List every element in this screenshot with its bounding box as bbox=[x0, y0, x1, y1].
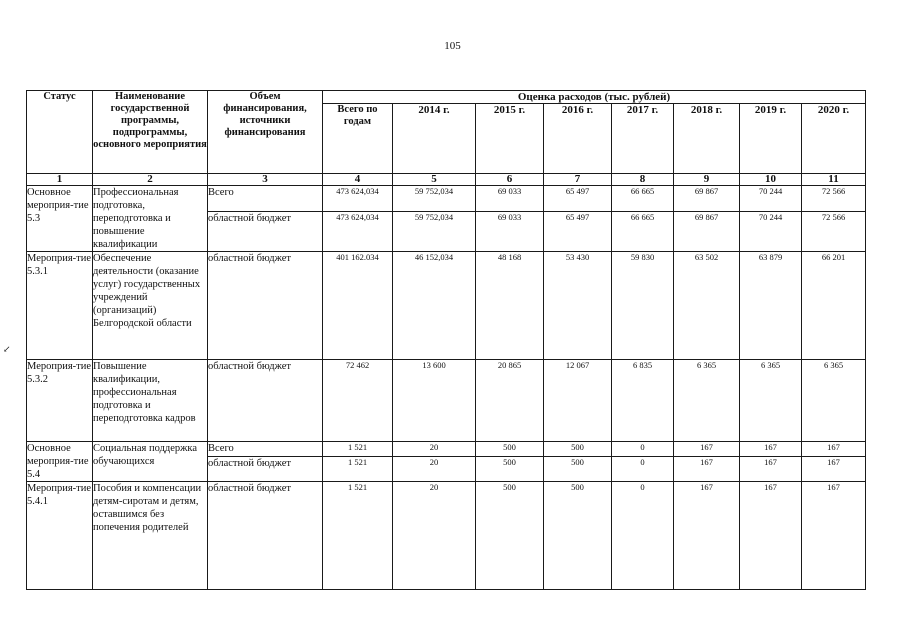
value-cell: 65 497 bbox=[544, 212, 612, 252]
value-cell: 473 624,034 bbox=[323, 212, 393, 252]
value-cell: 401 162.034 bbox=[323, 252, 393, 360]
value-cell: 1 521 bbox=[323, 482, 393, 590]
value-cell: 167 bbox=[674, 456, 740, 481]
column-number: 5 bbox=[393, 174, 476, 186]
value-cell: 63 879 bbox=[740, 252, 802, 360]
header-name: Наименование государственной программы, подпрограммы, основного мероприятия bbox=[93, 91, 208, 174]
value-cell: 167 bbox=[674, 442, 740, 457]
header-year-2015: 2015 г. bbox=[476, 104, 544, 174]
column-number: 2 bbox=[93, 174, 208, 186]
value-cell: 72 462 bbox=[323, 360, 393, 442]
value-cell: 167 bbox=[740, 482, 802, 590]
status-cell: Мероприя-тие 5.4.1 bbox=[27, 482, 93, 590]
column-number: 11 bbox=[802, 174, 866, 186]
status-cell: Основное мероприя-тие 5.3 bbox=[27, 186, 93, 252]
value-cell: 69 867 bbox=[674, 212, 740, 252]
value-cell: 72 566 bbox=[802, 212, 866, 252]
status-cell: Основное мероприя-тие 5.4 bbox=[27, 442, 93, 482]
value-cell: 59 830 bbox=[612, 252, 674, 360]
header-volume: Объем финансирования, источники финансирования bbox=[208, 91, 323, 174]
column-number: 8 bbox=[612, 174, 674, 186]
value-cell: 0 bbox=[612, 442, 674, 457]
value-cell: 0 bbox=[612, 456, 674, 481]
header-status: Статус bbox=[27, 91, 93, 174]
column-number-row bbox=[27, 174, 866, 186]
value-cell: 20 bbox=[393, 456, 476, 481]
value-cell: 20 865 bbox=[476, 360, 544, 442]
table-row bbox=[27, 442, 866, 457]
value-cell: 20 bbox=[393, 442, 476, 457]
table-row bbox=[27, 482, 866, 590]
value-cell: 70 244 bbox=[740, 186, 802, 212]
value-cell: 12 067 bbox=[544, 360, 612, 442]
source-cell: Всего bbox=[208, 186, 323, 212]
value-cell: 66 201 bbox=[802, 252, 866, 360]
value-cell: 167 bbox=[740, 456, 802, 481]
value-cell: 1 521 bbox=[323, 442, 393, 457]
column-number: 7 bbox=[544, 174, 612, 186]
header-row-1 bbox=[27, 91, 866, 104]
name-cell: Социальная поддержка обучающихся bbox=[93, 442, 208, 482]
value-cell: 0 bbox=[612, 482, 674, 590]
value-cell: 6 365 bbox=[674, 360, 740, 442]
status-cell: Мероприя-тие 5.3.1 bbox=[27, 252, 93, 360]
value-cell: 167 bbox=[802, 482, 866, 590]
value-cell: 70 244 bbox=[740, 212, 802, 252]
column-number: 1 bbox=[27, 174, 93, 186]
value-cell: 13 600 bbox=[393, 360, 476, 442]
name-cell: Профессиональная подготовка, переподготовка и повышение квалификации bbox=[93, 186, 208, 252]
column-number: 9 bbox=[674, 174, 740, 186]
source-cell: областной бюджет bbox=[208, 252, 323, 360]
value-cell: 167 bbox=[802, 456, 866, 481]
header-year-2018: 2018 г. bbox=[674, 104, 740, 174]
value-cell: 53 430 bbox=[544, 252, 612, 360]
value-cell: 500 bbox=[476, 442, 544, 457]
value-cell: 500 bbox=[476, 482, 544, 590]
value-cell: 500 bbox=[476, 456, 544, 481]
value-cell: 63 502 bbox=[674, 252, 740, 360]
value-cell: 6 835 bbox=[612, 360, 674, 442]
header-year-2016: 2016 г. bbox=[544, 104, 612, 174]
name-cell: Обеспечение деятельности (оказание услуг) государственных учреждений (организаций) Белгородской области bbox=[93, 252, 208, 360]
source-cell: областной бюджет bbox=[208, 456, 323, 481]
value-cell: 6 365 bbox=[740, 360, 802, 442]
table-row bbox=[27, 186, 866, 212]
value-cell: 69 867 bbox=[674, 186, 740, 212]
value-cell: 500 bbox=[544, 482, 612, 590]
value-cell: 46 152,034 bbox=[393, 252, 476, 360]
value-cell: 6 365 bbox=[802, 360, 866, 442]
margin-mark: ↙ bbox=[3, 344, 11, 354]
column-number: 6 bbox=[476, 174, 544, 186]
source-cell: областной бюджет bbox=[208, 212, 323, 252]
value-cell: 59 752,034 bbox=[393, 212, 476, 252]
source-cell: областной бюджет bbox=[208, 482, 323, 590]
value-cell: 69 033 bbox=[476, 186, 544, 212]
value-cell: 69 033 bbox=[476, 212, 544, 252]
value-cell: 66 665 bbox=[612, 212, 674, 252]
header-year-2017: 2017 г. bbox=[612, 104, 674, 174]
value-cell: 59 752,034 bbox=[393, 186, 476, 212]
column-number: 3 bbox=[208, 174, 323, 186]
header-year-2020: 2020 г. bbox=[802, 104, 866, 174]
value-cell: 20 bbox=[393, 482, 476, 590]
value-cell: 167 bbox=[802, 442, 866, 457]
budget-table bbox=[26, 90, 866, 590]
value-cell: 167 bbox=[674, 482, 740, 590]
value-cell: 72 566 bbox=[802, 186, 866, 212]
value-cell: 500 bbox=[544, 456, 612, 481]
column-number: 10 bbox=[740, 174, 802, 186]
status-cell: Мероприя-тие 5.3.2 bbox=[27, 360, 93, 442]
value-cell: 473 624,034 bbox=[323, 186, 393, 212]
header-total: Всего по годам bbox=[323, 104, 393, 174]
table-row bbox=[27, 252, 866, 360]
header-year-2019: 2019 г. bbox=[740, 104, 802, 174]
value-cell: 65 497 bbox=[544, 186, 612, 212]
name-cell: Пособия и компенсации детям-сиротам и детям, оставшимся без попечения родителей bbox=[93, 482, 208, 590]
value-cell: 500 bbox=[544, 442, 612, 457]
value-cell: 66 665 bbox=[612, 186, 674, 212]
value-cell: 48 168 bbox=[476, 252, 544, 360]
header-expenses: Оценка расходов (тыс. рублей) bbox=[323, 91, 866, 104]
table-row bbox=[27, 360, 866, 442]
page-number: 105 bbox=[444, 40, 461, 52]
column-number: 4 bbox=[323, 174, 393, 186]
value-cell: 167 bbox=[740, 442, 802, 457]
value-cell: 1 521 bbox=[323, 456, 393, 481]
source-cell: областной бюджет bbox=[208, 360, 323, 442]
name-cell: Повышение квалификации, профессиональная подготовка и переподготовка кадров bbox=[93, 360, 208, 442]
source-cell: Всего bbox=[208, 442, 323, 457]
header-year-2014: 2014 г. bbox=[393, 104, 476, 174]
